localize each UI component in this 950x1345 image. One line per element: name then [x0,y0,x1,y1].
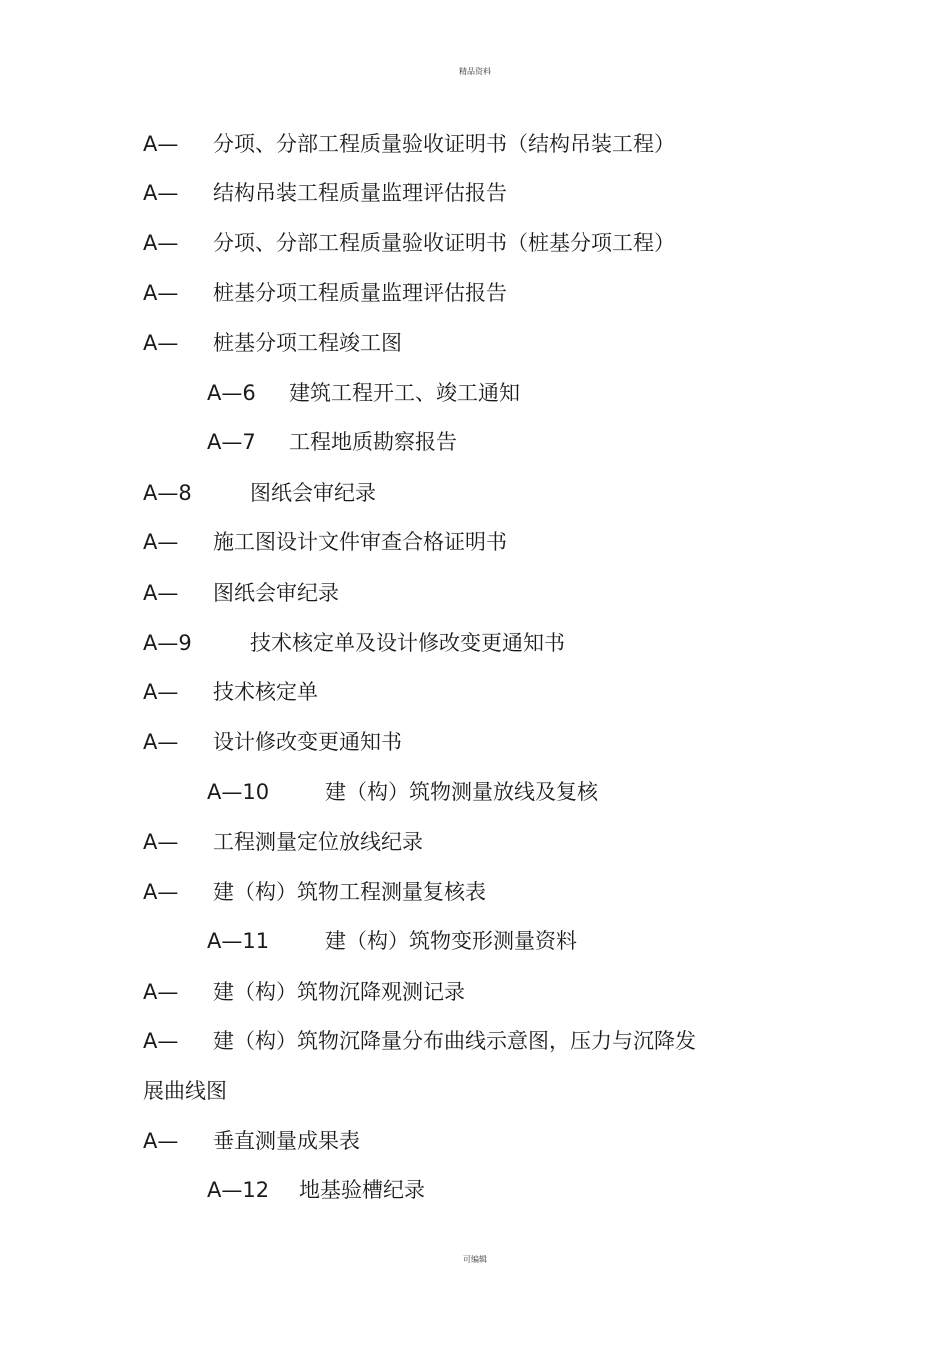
entry-title: 建（构）筑物沉降观测记录 [213,980,465,1004]
entry-title: 工程测量定位放线纪录 [213,830,423,854]
section-title: 建（构）筑物测量放线及复核 [325,780,598,804]
entry-title: 垂直测量成果表 [213,1129,360,1153]
entry-title: 分项、分部工程质量验收证明书（桩基分项工程） [213,231,675,255]
entry-code: A— [143,680,179,704]
entry-title: 图纸会审纪录 [213,581,339,605]
section-title: 工程地质勘察报告 [289,430,457,454]
toc-entry-continuation: 展曲线图 [143,1079,227,1103]
section-code: A—12 [207,1178,270,1202]
entry-title: 桩基分项工程质量监理评估报告 [213,281,507,305]
entry-title: 桩基分项工程竣工图 [213,331,402,355]
section-title: 图纸会审纪录 [250,481,376,505]
entry-code: A— [143,581,179,605]
entry-title: 分项、分部工程质量验收证明书（结构吊装工程） [213,132,675,156]
section-title: 建筑工程开工、竣工通知 [289,381,520,405]
entry-code: A— [143,231,179,255]
page-header: 精品资料 [459,67,491,76]
entry-title: 技术核定单 [213,680,318,704]
entry-title: 建（构）筑物工程测量复核表 [213,880,486,904]
entry-code: A— [143,980,179,1004]
entry-code: A— [143,331,179,355]
entry-code: A— [143,1029,179,1053]
entry-title: 设计修改变更通知书 [213,730,402,754]
section-code: A—9 [143,631,192,655]
section-title: 技术核定单及设计修改变更通知书 [250,631,565,655]
page-footer: 可编辑 [463,1255,487,1264]
entry-code: A— [143,281,179,305]
entry-title: 建（构）筑物沉降量分布曲线示意图，压力与沉降发 [213,1029,696,1053]
entry-code: A— [143,530,179,554]
section-code: A—8 [143,481,192,505]
entry-title: 施工图设计文件审查合格证明书 [213,530,507,554]
entry-code: A— [143,830,179,854]
entry-code: A— [143,181,179,205]
section-title: 建（构）筑物变形测量资料 [325,929,577,953]
section-title: 地基验槽纪录 [299,1178,425,1202]
section-code: A—6 [207,381,256,405]
entry-code: A— [143,880,179,904]
section-code: A—11 [207,929,270,953]
entry-code: A— [143,1129,179,1153]
entry-code: A— [143,730,179,754]
entry-code: A— [143,132,179,156]
section-code: A—7 [207,430,256,454]
entry-title: 结构吊装工程质量监理评估报告 [213,181,507,205]
section-code: A—10 [207,780,270,804]
